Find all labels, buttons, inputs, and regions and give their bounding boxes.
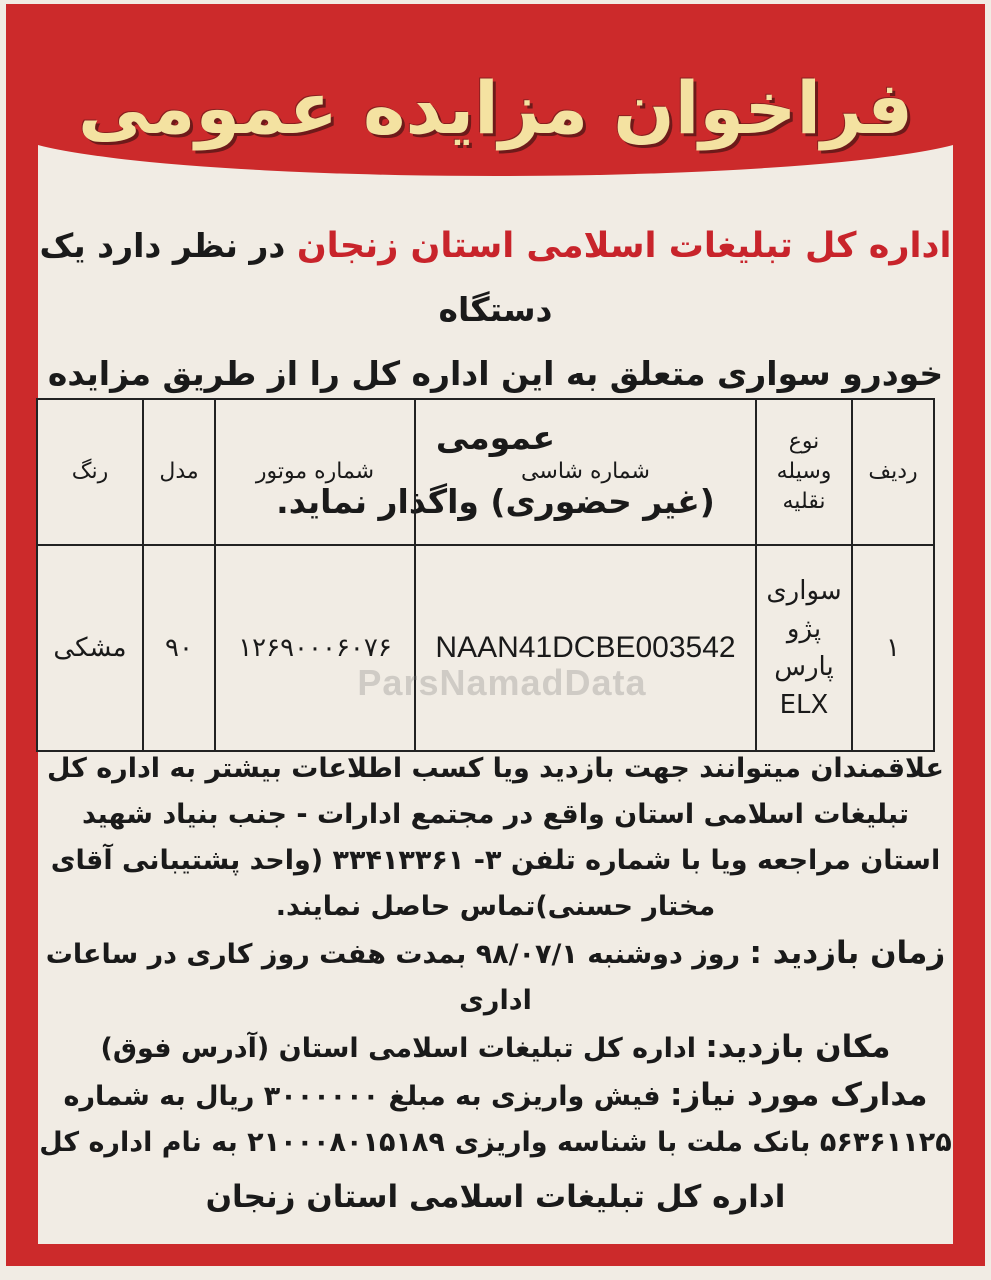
intro-line2: خودرو سواری متعلق به این اداره کل را از طریق مزایده عمومی <box>47 354 944 457</box>
header-vehicle-type: نوع وسیله نقلیه <box>756 399 852 545</box>
visit-place-label: مکان بازدید: <box>705 1029 891 1065</box>
header-row-number: ردیف <box>852 399 934 545</box>
required-docs-value: فیش واریزی به مبلغ ۳۰۰۰۰۰۰ ریال به شماره ۵۶۳۶۱۱۲۵ بانک ملت با شناسه واریزی ۲۱۰۰۰۸۰۱۵۱۸۹ به نام اداره کل <box>39 1081 952 1158</box>
contact-paragraph: علاقمندان میتوانند جهت بازدید ویا کسب اطلاعات بیشتر به اداره کل تبلیغات اسلامی استان واقع در مجتمع ادارات - جنب بنیاد شهید استان مراجعه ویا با شماره تلفن ۳- ۳۳۴۱۳۳۶۱ (واحد پشتیبانی آقای مختار حسنی)تماس حاصل نمایند. <box>47 753 944 922</box>
cell-row-number: ۱ <box>852 545 934 751</box>
intro-line3: (غیر حضوری) واگذار نماید. <box>276 482 715 521</box>
cell-chassis: NAAN41DCBE003542 <box>415 545 756 751</box>
visit-time-label: زمان بازدید : <box>749 935 946 971</box>
cell-color: مشکی <box>37 545 143 751</box>
cell-vehicle-type: سواری پژو پارس ELX <box>756 545 852 751</box>
header-engine: شماره موتور <box>215 399 415 545</box>
page-title: فراخوان مزایده عمومی <box>77 66 914 150</box>
header-model: مدل <box>143 399 215 545</box>
table-row <box>37 545 934 751</box>
visit-time-value: روز دوشنبه ۹۸/۰۷/۱ بمدت هفت روز کاری در ساعات اداری <box>45 939 741 1016</box>
organization-name: اداره کل تبلیغات اسلامی استان زنجان <box>296 226 952 266</box>
header-chassis: شماره شاسی <box>415 399 756 545</box>
visit-place-value: اداره کل تبلیغات اسلامی استان (آدرس فوق) <box>100 1033 696 1064</box>
required-docs-label: مدارک مورد نیاز: <box>669 1077 928 1113</box>
table-header-row <box>37 399 934 545</box>
notice-body <box>38 746 953 1220</box>
watermark: ParsNamadData <box>357 662 647 703</box>
cell-engine: ۱۲۶۹۰۰۰۶۰۷۶ <box>215 545 415 751</box>
visit-time <box>38 930 953 1024</box>
visit-place <box>38 1024 953 1072</box>
closing-signature: اداره کل تبلیغات اسلامی استان زنجان <box>205 1179 786 1215</box>
cell-model: ۹۰ <box>143 545 215 751</box>
header-color: رنگ <box>37 399 143 545</box>
required-docs <box>38 1072 953 1166</box>
intro-line1: در نظر دارد یک دستگاه <box>39 226 553 329</box>
